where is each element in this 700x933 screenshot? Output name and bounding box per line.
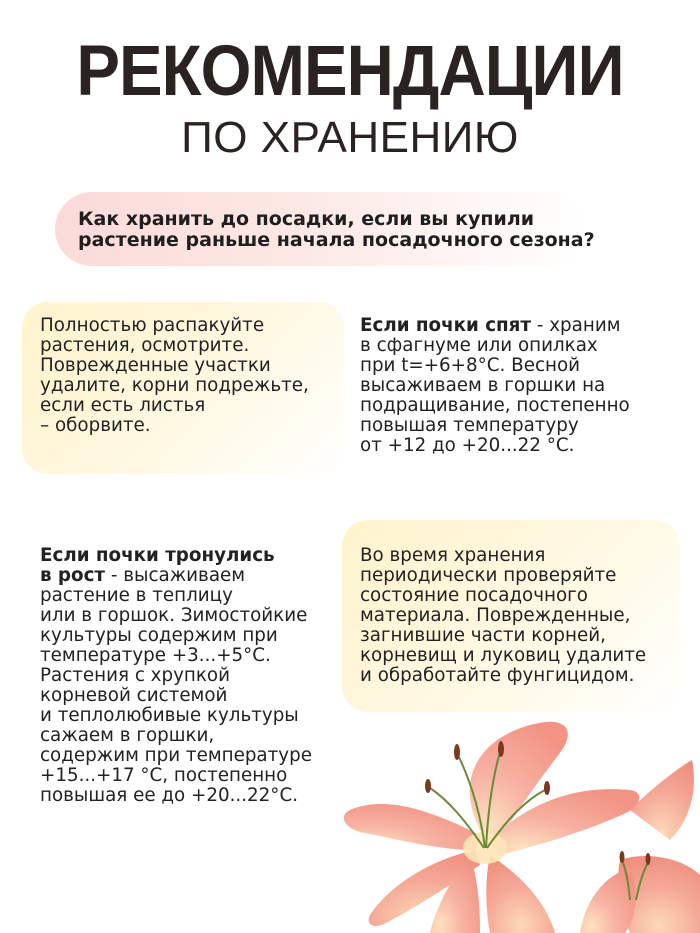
page-subtitle: ПО ХРАНЕНИЮ <box>181 113 519 162</box>
growing-buds-text: - высаживаем растение в теплицу или в горшок. Зимостойкие культуры содержим при температуре +3...+5°С. Растения с хрупкой корневой системой и теплолюбивые культуры сажаем в горшки, содержим при температуре +15...+17 °С, постепенно повышая ее до +20...22°С. <box>40 565 312 806</box>
page-title: РЕКОМЕНДАЦИИ <box>76 32 624 111</box>
storage-check-instructions: Во время хранения периодически проверяйте состояние посадочного материала. Поврежденные, загнившие части корней, корневищ и луковиц удалите и обработайте фунгицидом. <box>360 545 647 686</box>
unpack-instructions: Полностью распакуйте растения, осмотрите. Поврежденные участки удалите, корни подрежьте, если есть листья – оборвите. <box>40 315 309 436</box>
growing-buds-instructions <box>40 546 312 806</box>
question-text: Как хранить до посадки, если вы купили растение раньше начала посадочного сезона? <box>78 208 595 251</box>
dormant-buds-heading: Если почки спят <box>360 315 532 336</box>
dormant-buds-instructions <box>360 316 630 456</box>
dormant-buds-text: - храним в сфагнуме или опилках при t=+6+8°С. Весной высаживаем в горшки на подращивание, постепенно повышая температуру от +12 до +20...22 °С. <box>360 315 630 456</box>
lily-flower-icon <box>330 700 700 933</box>
growing-buds-heading: Если почки тронулись в рост <box>40 545 275 586</box>
